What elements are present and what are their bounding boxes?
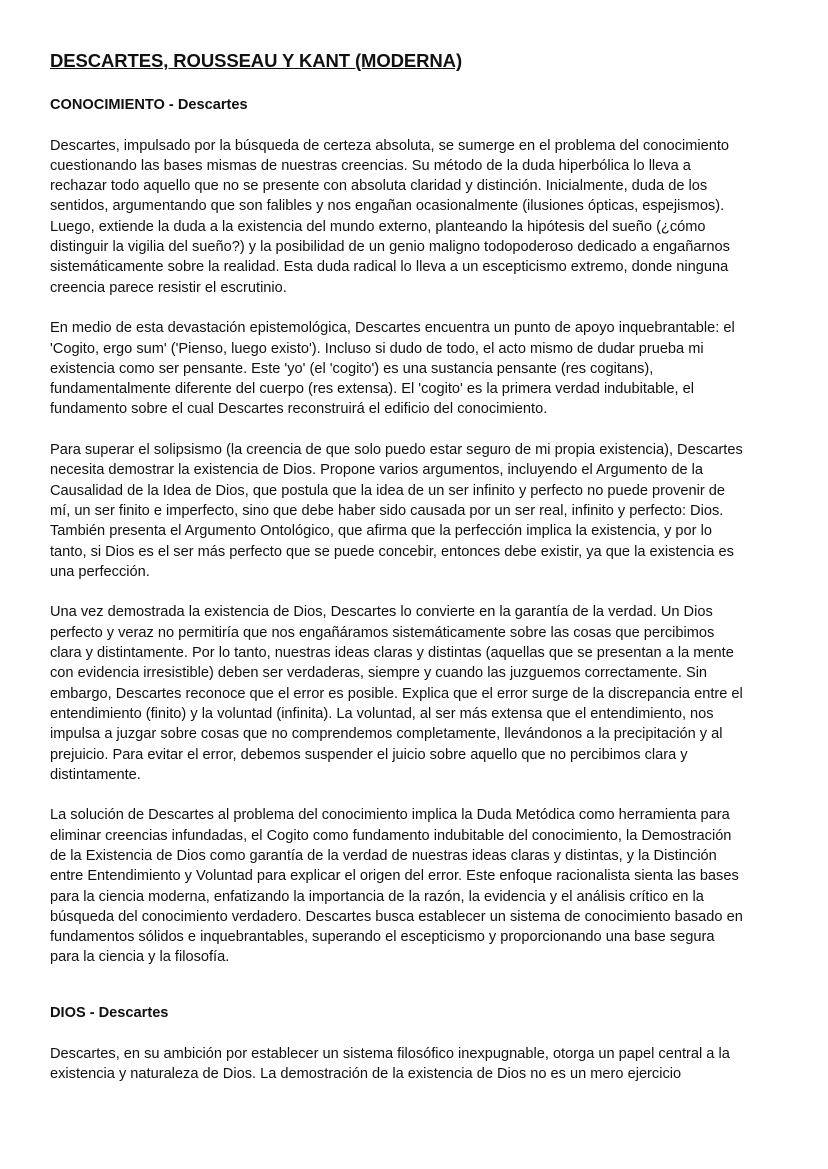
text-line: para la ciencia y la filosofía. <box>50 949 230 966</box>
text-line: distintamente. <box>50 766 141 783</box>
text-line: existencia y naturaleza de Dios. La demostración de la existencia de Dios no es un mero ejercicio <box>50 1065 682 1082</box>
section-heading: DIOS - Descartes <box>50 1005 169 1021</box>
text-line: fundamento sobre el cual Descartes reconstruirá el edificio del conocimiento. <box>50 401 548 418</box>
document-title: DESCARTES, ROUSSEAU Y KANT (MODERNA) <box>50 50 462 71</box>
section-dios <box>50 1003 730 1104</box>
text-line: clara y distintamente. Por lo tanto, nuestras ideas claras y distintas (aquellas que se presentan a la mente <box>50 645 734 662</box>
text-line: fundamentalmente diferente del cuerpo (res extensa). El 'cogito' es la primera verdad indubitable, el <box>50 381 695 398</box>
text-line: La solución de Descartes al problema del conocimiento implica la Duda Metódica como herramienta para <box>50 807 730 824</box>
text-line: entendimiento (finito) y la voluntad (infinita). La voluntad, al ser más extensa que el entendimiento, nos <box>50 705 714 722</box>
paragraph <box>50 318 743 419</box>
text-line: con evidencia irresistible) deben ser verdaderas, siempre y cuando las juzguemos correctamente. Sin <box>50 665 708 682</box>
text-line: sistemáticamente sobre la realidad. Esta duda radical lo lleva a un escepticismo extremo, donde ninguna <box>50 259 729 276</box>
text-line: perfecto y veraz no permitiría que nos engañáramos sistemáticamente sobre las cosas que percibimos <box>50 624 715 641</box>
text-line: impulsa a juzgar sobre cosas que no comprendemos completamente, llevándonos a la precipitación y al <box>50 726 723 743</box>
text-line: una perfección. <box>50 563 150 580</box>
text-line: mí, un ser finito e imperfecto, sino que debe haber sido causada por un ser real, infinito y perfecto: Dios. <box>50 502 724 519</box>
text-line: embargo, Descartes reconoce que el error es posible. Explica que el error surge de la discrepancia entre el <box>50 685 743 702</box>
section-heading: CONOCIMIENTO - Descartes <box>50 97 248 113</box>
text-line: fundamentos sólidos e inquebrantables, superando el escepticismo y proporcionando una base segura <box>50 929 715 946</box>
text-line: Luego, extiende la duda a la existencia del mundo externo, planteando la hipótesis del sueño (¿cómo <box>50 218 706 235</box>
text-line: existencia como ser pensante. Este 'yo' (el 'cogito') es una sustancia pensante (res cogitans), <box>50 360 654 377</box>
text-line: También presenta el Argumento Ontológico, que afirma que la perfección implica la existencia, y por lo <box>50 523 712 540</box>
text-line: En medio de esta devastación epistemológica, Descartes encuentra un punto de apoyo inquebrantable: el <box>50 320 735 337</box>
text-line: rechazar todo aquello que no se presente con absoluta claridad y distinción. Inicialmente, duda de los <box>50 178 708 195</box>
paragraph <box>50 1044 730 1085</box>
text-line: Causalidad de la Idea de Dios, que postula que la idea de un ser infinito y perfecto no puede provenir de <box>50 482 726 499</box>
paragraph <box>50 440 743 582</box>
text-line: para la ciencia moderna, enfatizando la importancia de la razón, la evidencia y el análisis crítico en la <box>50 888 704 905</box>
text-line: Descartes, impulsado por la búsqueda de certeza absoluta, se sumerge en el problema del conocimiento <box>50 137 730 154</box>
text-line: Para superar el solipsismo (la creencia de que solo puedo estar seguro de mi propia existencia), Descartes <box>50 442 743 459</box>
text-line: distinguir la vigilia del sueño?) y la posibilidad de un genio maligno todopoderoso dedicado a engañarnos <box>50 239 730 256</box>
text-line: creencia parece resistir el escrutinio. <box>50 279 287 296</box>
section-conocimiento <box>50 95 743 988</box>
paragraph <box>50 602 743 785</box>
text-line: prejuicio. Para evitar el error, debemos suspender el juicio sobre aquello que no percibimos clara y <box>50 746 688 763</box>
text-line: Descartes, en su ambición por establecer un sistema filosófico inexpugnable, otorga un papel central a la <box>50 1045 730 1062</box>
text-line: cuestionando las bases mismas de nuestras creencias. Su método de la duda hiperbólica lo lleva a <box>50 157 691 174</box>
text-line: necesita demostrar la existencia de Dios. Propone varios argumentos, incluyendo el Argumento de la <box>50 462 704 479</box>
text-line: búsqueda del conocimiento verdadero. Descartes busca establecer un sistema de conocimiento basado en <box>50 908 743 925</box>
paragraph <box>50 805 743 967</box>
text-line: Una vez demostrada la existencia de Dios, Descartes lo convierte en la garantía de la verdad. Un Dios <box>50 604 713 621</box>
text-line: entre Entendimiento y Voluntad para explicar el origen del error. Este enfoque racionalista sienta las bases <box>50 868 739 885</box>
text-line: sentidos, argumentando que son falibles y nos engañan ocasionalmente (ilusiones ópticas, espejismos). <box>50 198 725 215</box>
text-line: eliminar creencias infundadas, el Cogito como fundamento indubitable del conocimiento, la Demostración <box>50 827 732 844</box>
text-line: 'Cogito, ergo sum' ('Pienso, luego existo'). Incluso si dudo de todo, el acto mismo de dudar prueba mi <box>50 340 704 357</box>
text-line: tanto, si Dios es el ser más perfecto que se puede concebir, entonces debe existir, ya que la existencia es <box>50 543 734 560</box>
text-line: de la Existencia de Dios como garantía de la verdad de nuestras ideas claras y distintas, y la Distinción <box>50 847 717 864</box>
paragraph <box>50 136 743 298</box>
